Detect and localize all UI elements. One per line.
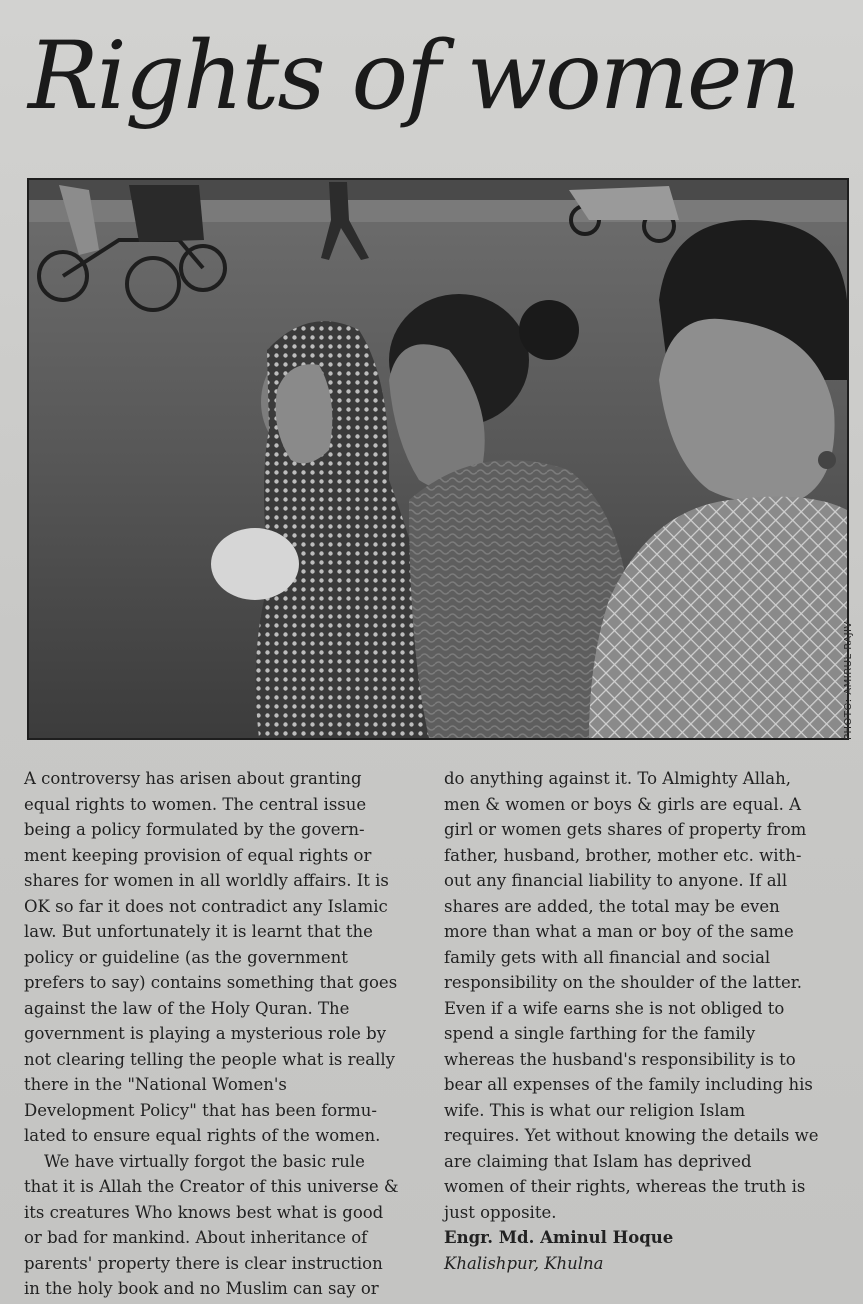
article-column-right: [444, 766, 838, 1276]
text-line: father, husband, brother, mother etc. with-: [444, 845, 802, 865]
text-line: spend a single farthing for the family: [444, 1024, 756, 1043]
photo-credit: PHOTO: AMIRUL RAJIV: [843, 621, 854, 740]
text-line: bear all expenses of the family including his: [444, 1075, 813, 1094]
text-line: ment keeping provision of equal rights or: [24, 845, 372, 865]
paragraph-2-continued: [444, 766, 838, 1225]
text-line: shares are added, the total may be even: [444, 896, 780, 916]
text-line: government is playing a mysterious role by: [24, 1024, 387, 1043]
text-line: in the holy book and no Muslim can say or: [24, 1279, 379, 1298]
text-line: policy or guideline (as the government: [24, 947, 348, 967]
text-line: that it is Allah the Creator of this universe &: [24, 1177, 399, 1196]
text-line: out any financial liability to anyone. If all: [444, 871, 788, 890]
text-line: A controversy has arisen about granting: [24, 769, 362, 788]
text-line: family gets with all financial and social: [444, 947, 771, 967]
text-line: against the law of the Holy Quran. The: [24, 998, 350, 1018]
text-line: whereas the husband's responsibility is to: [444, 1049, 796, 1069]
text-line: just opposite.: [444, 1202, 557, 1222]
text-line: law. But unfortunately it is learnt that the: [24, 922, 373, 941]
text-line: or bad for mankind. About inheritance of: [24, 1228, 368, 1247]
paragraph-2-start: [24, 1149, 424, 1302]
text-line: being a policy formulated by the govern-: [24, 820, 365, 839]
text-line: lated to ensure equal rights of the women.: [24, 1126, 381, 1145]
text-line: wife. This is what our religion Islam: [444, 1100, 746, 1120]
text-line: more than what a man or boy of the same: [444, 922, 794, 941]
author-name: Engr. Md. Aminul Hoque: [444, 1228, 674, 1247]
text-line: do anything against it. To Almighty Allah,: [444, 769, 791, 788]
photo-icon: [29, 180, 847, 738]
text-line: Even if a wife earns she is not obliged to: [444, 998, 785, 1018]
text-line: its creatures Who knows best what is good: [24, 1202, 384, 1222]
text-line: are claiming that Islam has deprived: [444, 1151, 752, 1171]
text-line: prefers to say) contains something that goes: [24, 973, 398, 992]
text-line: shares for women in all worldly affairs. It is: [24, 871, 389, 890]
text-line: women of their rights, whereas the truth is: [444, 1177, 806, 1196]
paragraph-1-full: [0, 0, 1, 1]
paragraph-1: [24, 766, 424, 1149]
text-line: OK so far it does not contradict any Islamic: [24, 896, 388, 916]
author-location: Khalishpur, Khulna: [444, 1253, 604, 1273]
headline: Rights of women: [28, 22, 800, 131]
text-line: parents' property there is clear instruction: [24, 1253, 383, 1273]
text-line: girl or women gets shares of property from: [444, 820, 807, 839]
full-text: [0, 0, 1, 1]
text-line: equal rights to women. The central issue: [24, 794, 367, 814]
article-column-left: [24, 766, 424, 1302]
text-line: not clearing telling the people what is really: [24, 1049, 396, 1069]
text-line: Development Policy" that has been formu-: [24, 1100, 377, 1120]
text-line: men & women or boys & girls are equal. A: [444, 794, 802, 814]
text-line: We have virtually forgot the basic rule: [44, 1151, 365, 1171]
text-line: there in the "National Women's: [24, 1075, 287, 1094]
news-photo: [27, 178, 849, 740]
text-line: requires. Yet without knowing the details we: [444, 1126, 819, 1145]
text-line: responsibility on the shoulder of the latter.: [444, 973, 803, 992]
